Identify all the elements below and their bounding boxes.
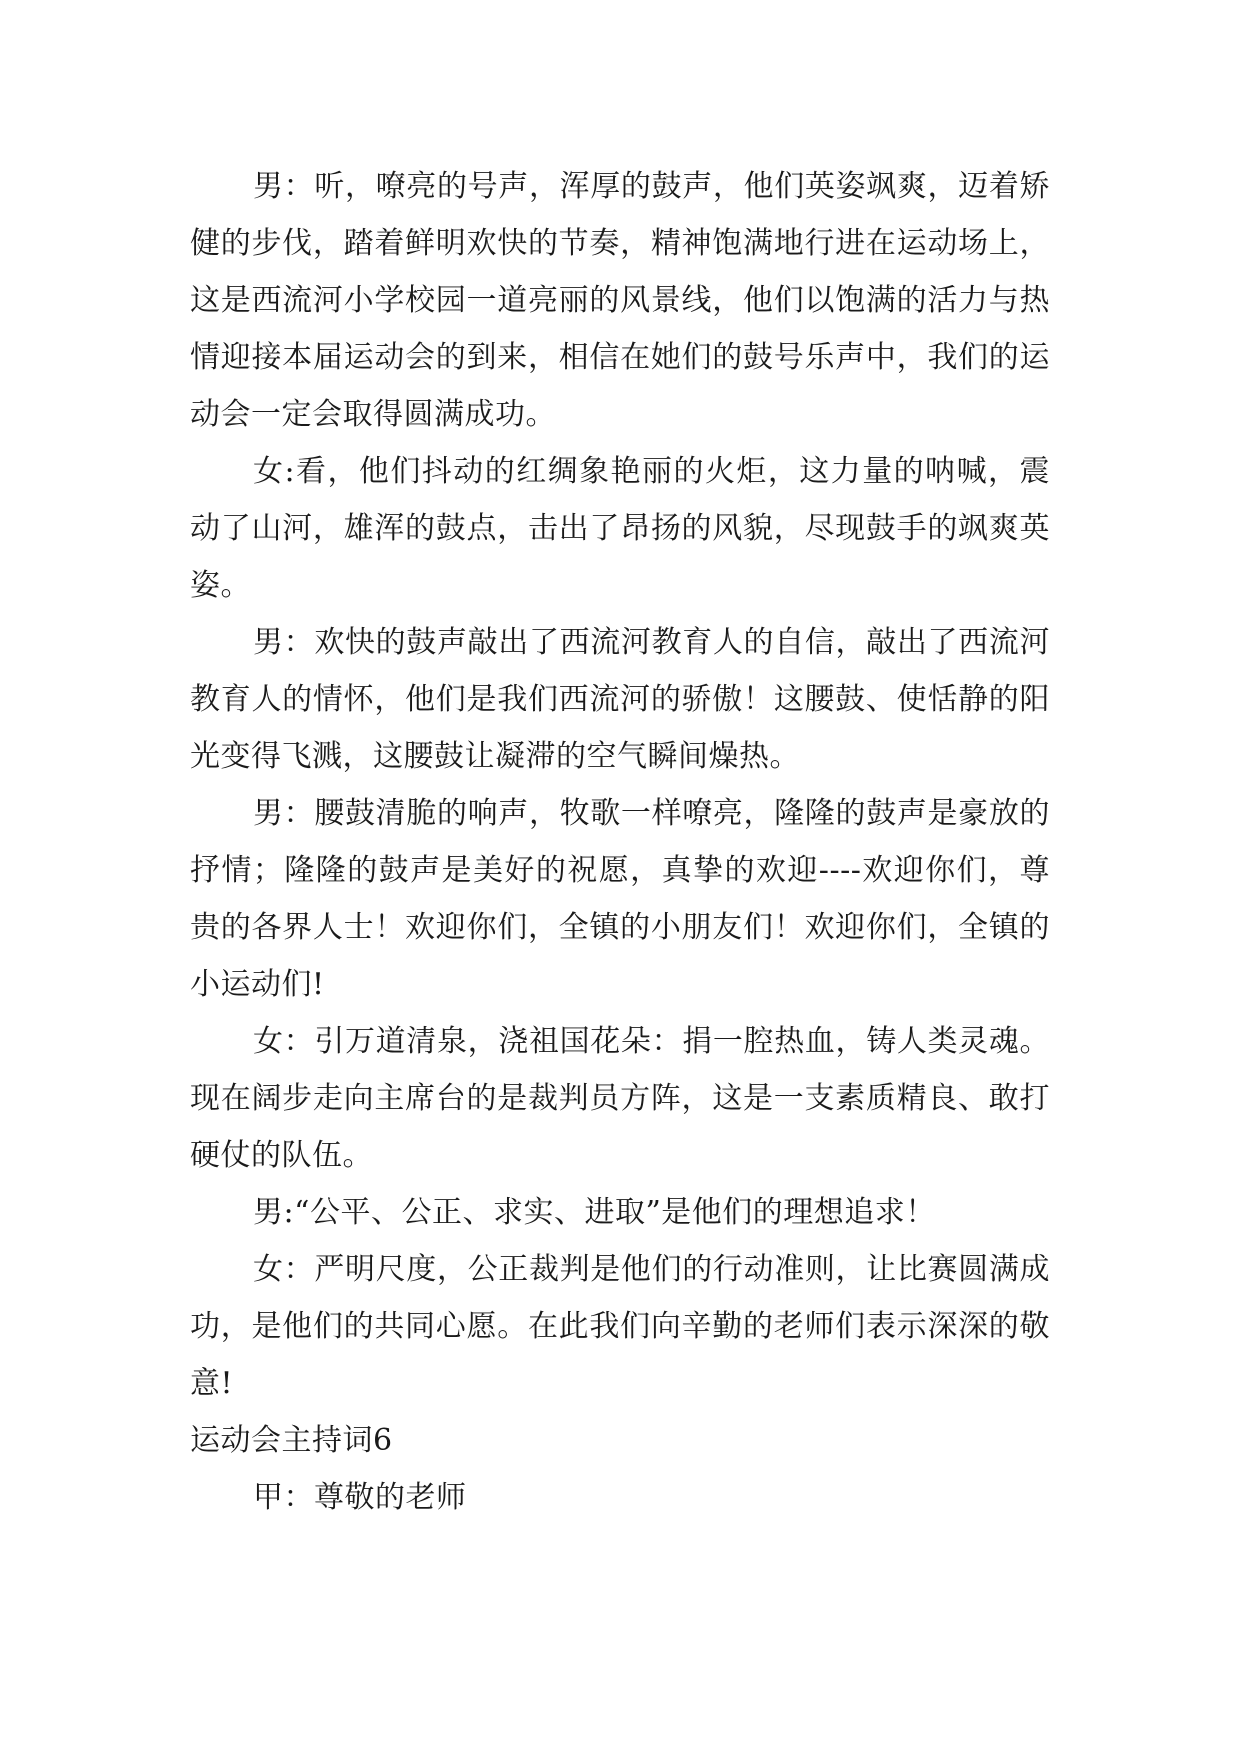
paragraph: 甲：尊敬的老师 xyxy=(253,1480,467,1515)
paragraph: 女：严明尺度，公正裁判是他们的行动准则，让比赛圆满成功，是他们的共同心愿。在此我们向辛勤的老师们表示深深的敬意! xyxy=(190,1252,1050,1401)
paragraph: 女：引万道清泉，浇祖国花朵：捐一腔热血，铸人类灵魂。现在阔步走向主席台的是裁判员方阵，这是一支素质精良、敢打硬仗的队伍。 xyxy=(190,1024,1050,1173)
paragraph: 男：听，嘹亮的号声，浑厚的鼓声，他们英姿飒爽，迈着矫健的步伐，踏着鲜明欢快的节奏，精神饱满地行进在运动场上，这是西流河小学校园一道亮丽的风景线，他们以饱满的活力与热情迎接本届运动会的到来，相信在她们的鼓号乐声中，我们的运动会一定会取得圆满成功。 xyxy=(190,169,1050,432)
section-heading: 运动会主持词6 xyxy=(190,1423,393,1458)
document-body xyxy=(190,158,1050,1526)
paragraph: 男：腰鼓清脆的响声，牧歌一样嘹亮，隆隆的鼓声是豪放的抒情；隆隆的鼓声是美好的祝愿，真挚的欢迎----欢迎你们，尊贵的各界人士！欢迎你们，全镇的小朋友们！欢迎你们，全镇的小运动们! xyxy=(190,796,1050,1002)
paragraph: 男：欢快的鼓声敲出了西流河教育人的自信，敲出了西流河教育人的情怀，他们是我们西流河的骄傲！这腰鼓、使恬静的阳光变得飞溅，这腰鼓让凝滞的空气瞬间燥热。 xyxy=(190,625,1050,774)
paragraph: 女:看，他们抖动的红绸象艳丽的火炬，这力量的呐喊，震动了山河，雄浑的鼓点，击出了昂扬的风貌，尽现鼓手的飒爽英姿。 xyxy=(190,454,1050,603)
paragraph: 男:“公平、公正、求实、进取”是他们的理想追求！ xyxy=(253,1195,936,1230)
